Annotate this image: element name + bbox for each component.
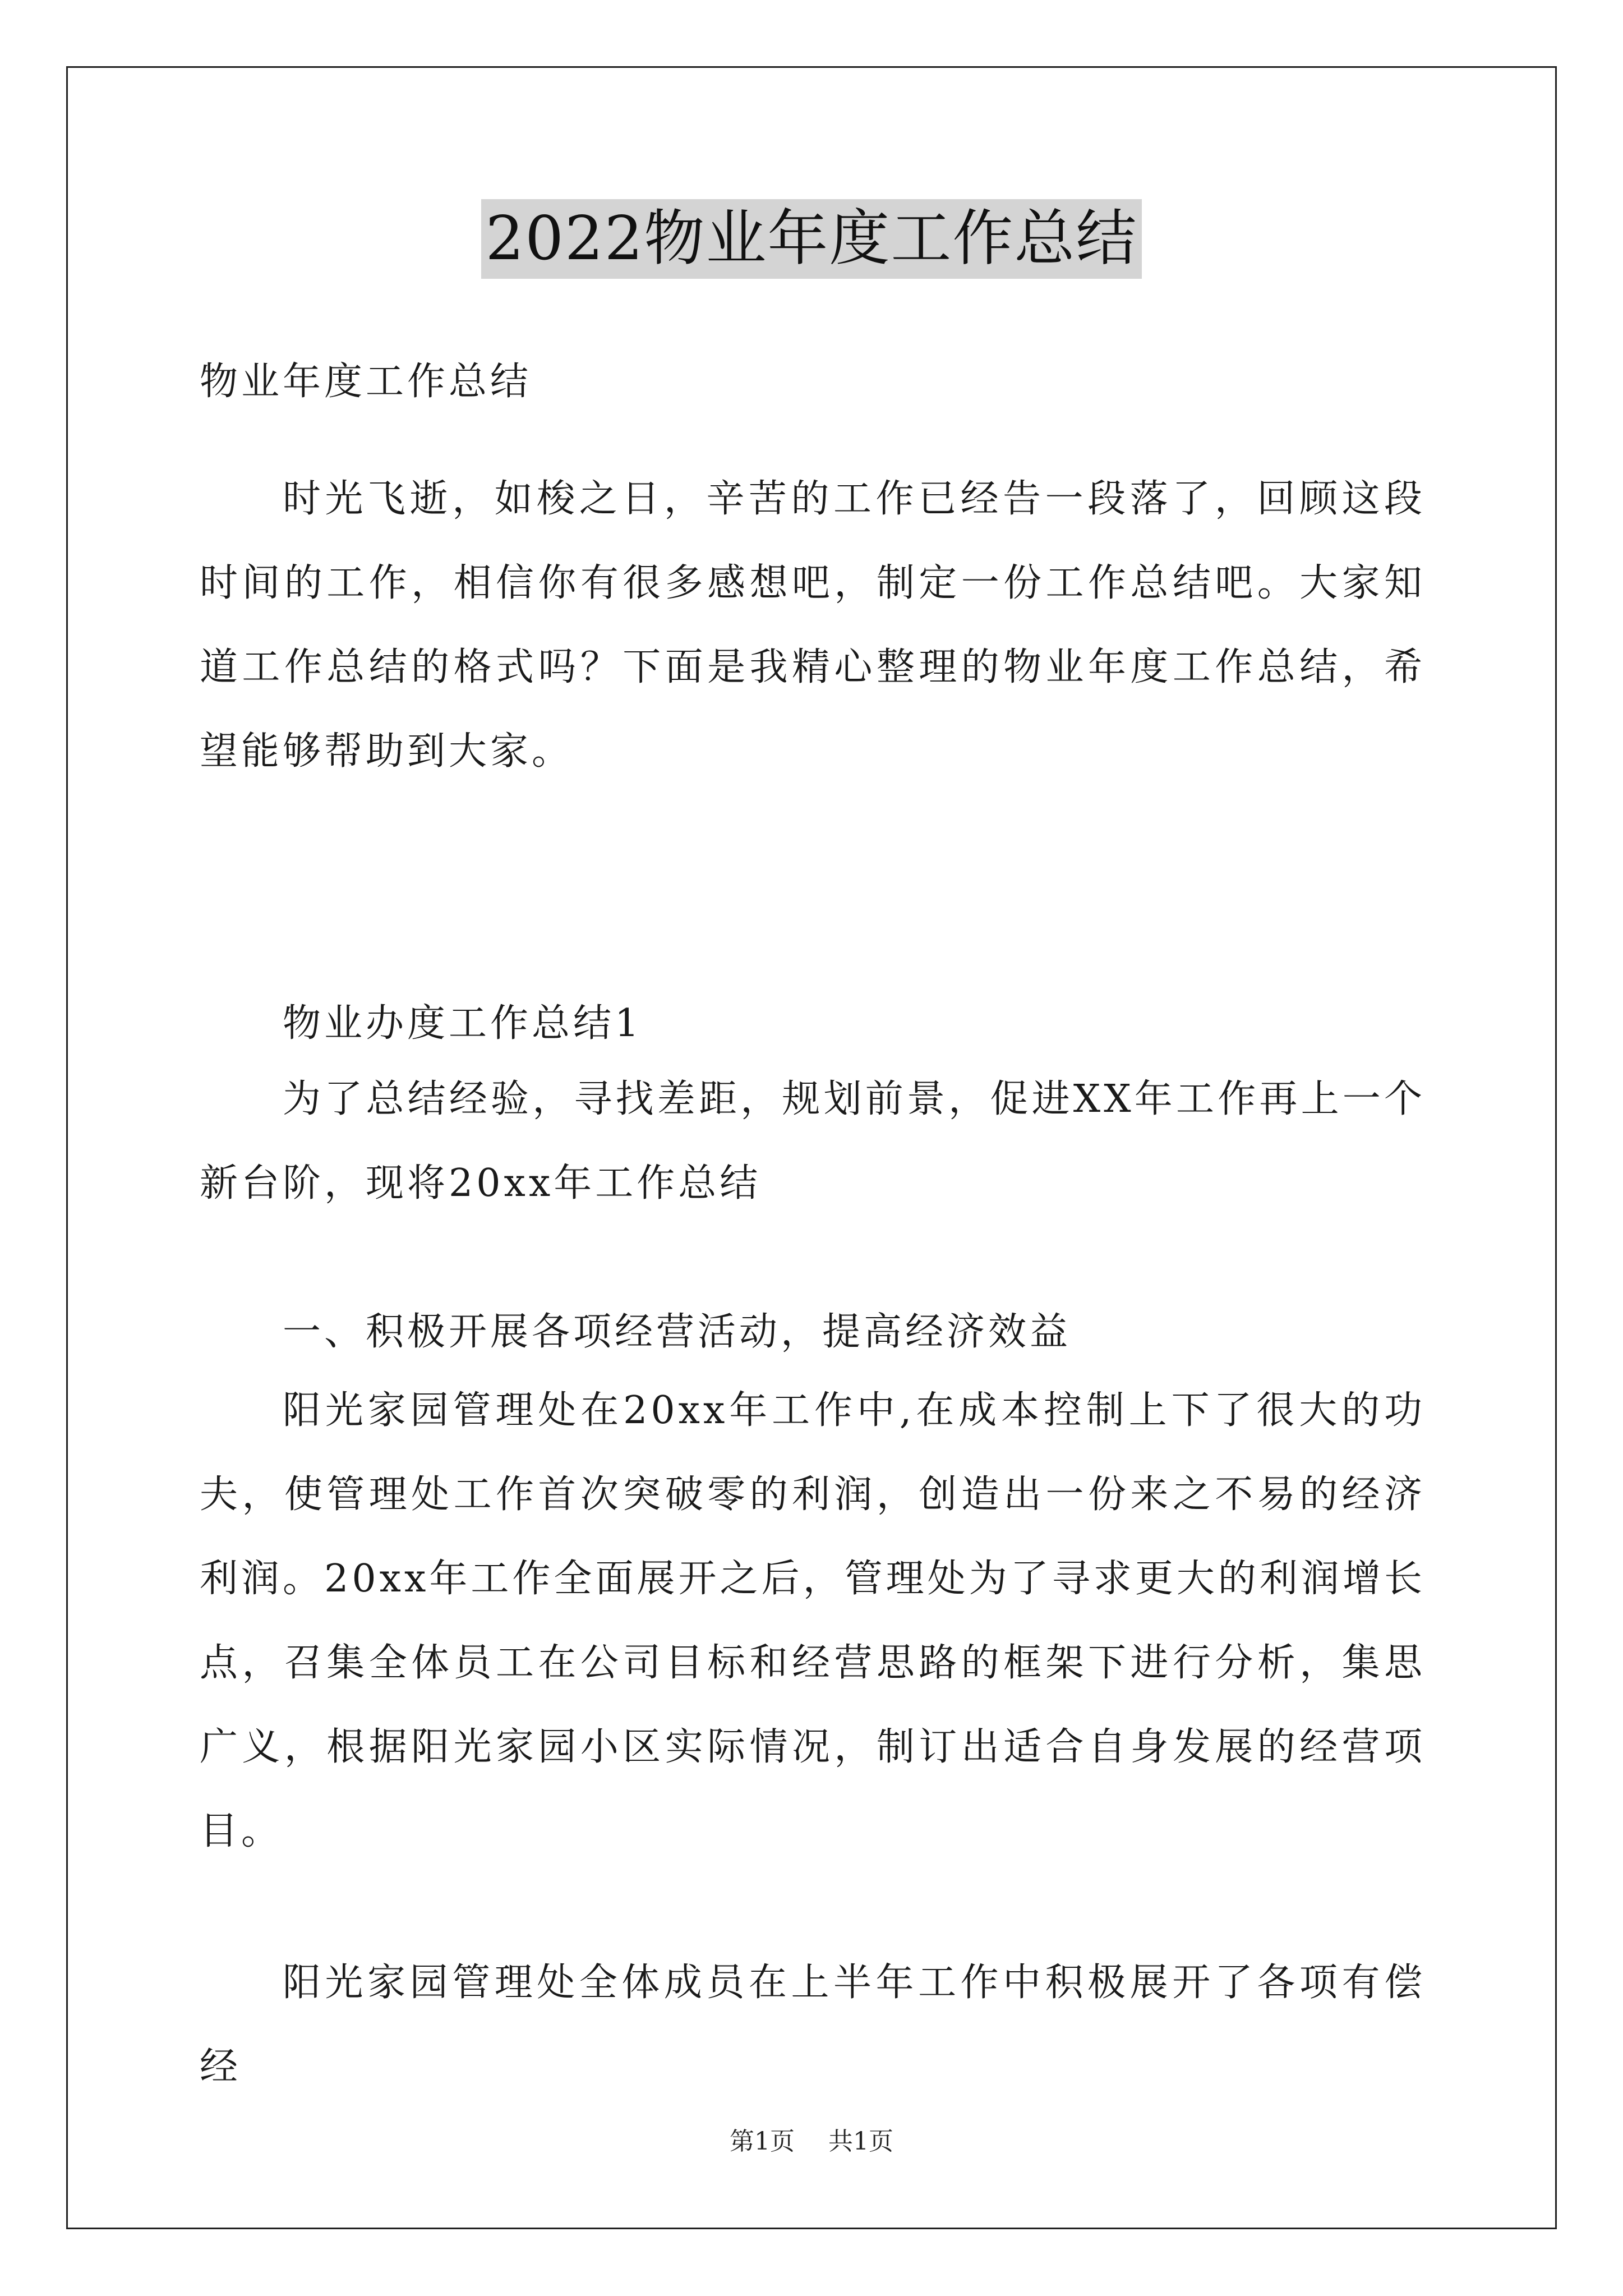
document-title: 2022物业年度工作总结 [481,199,1142,279]
section-title: 物业办度工作总结1 [283,1001,643,1046]
page-footer [0,2125,1623,2159]
page-number-total: 共1页 [828,2127,893,2156]
page-number-current: 第1页 [730,2127,795,2156]
document-subtitle: 物业年度工作总结 [200,360,532,404]
intro-paragraph: 时光飞逝，如梭之日，辛苦的工作已经告一段落了，回顾这段时间的工作，相信你有很多感想吧，制定一份工作总结吧。大家知道工作总结的格式吗？下面是我精心整理的物业年度工作总结，希望能够帮助到大家。 [200,477,1426,774]
body-paragraph-1: 阳光家园管理处在20xx年工作中,在成本控制上下了很大的功夫，使管理处工作首次突破零的利润，创造出一份来之不易的经济利润。20xx年工作全面展开之后，管理处为了寻求更大的利润增长点，召集全体员工在公司目标和经营思路的框架下进行分析，集思广义，根据阳光家园小区实际情况，制订出适合自身发展的经营项目。 [200,1388,1426,1853]
body-paragraph-2: 阳光家园管理处全体成员在上半年工作中积极展开了各项有偿经 [200,1961,1426,2089]
title-container [0,199,1623,279]
purpose-paragraph: 为了总结经验，寻找差距，规划前景，促进XX年工作再上一个新台阶，现将20xx年工作总结 [200,1077,1426,1205]
section-heading-1: 一、积极开展各项经营活动，提高经济效益 [283,1310,1072,1354]
